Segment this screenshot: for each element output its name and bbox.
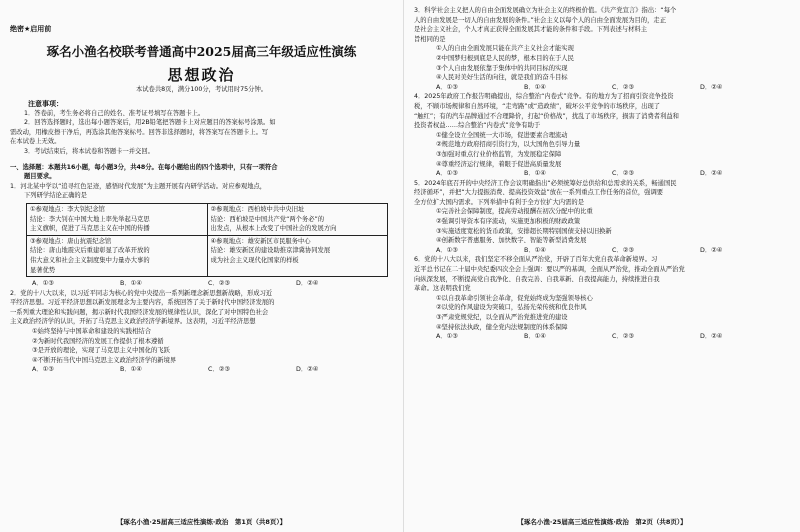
q6-choice: ④坚持依法执政，健全党内法规制度的体系保障	[436, 323, 568, 331]
q4-stem: “触红”；有的汽车品牌通过不合理降价，打起“价格战”，扰乱了市场秩序，损害了消费者利益和	[414, 112, 679, 120]
notice-line: 2．回答选择题时，选出每小题答案后，用2B铅笔把答题卡上对应题目的答案标号涂黑。如	[24, 119, 276, 127]
option-a[interactable]: A．①③	[32, 366, 54, 374]
q6-stem: 6．党的十八大以来，我们坚定不移全面从严治党，开辟了百年大党自我革命新境界。习	[414, 256, 658, 264]
option-c[interactable]: C．②③	[612, 246, 634, 254]
cell-line: 结论：唐山地震灾后重建彰显了改革开放的	[30, 247, 150, 255]
option-c[interactable]: C．②③	[612, 83, 634, 91]
q2-choice: ③是开放的理论，实现了马克思主义中国化的飞跃	[32, 347, 170, 355]
section-heading: 一、选择题：本题共16小题，每小题3分，共48分。在每小题给出的四个选项中，只有一项符合	[10, 163, 278, 171]
q5-choice: ③实施适度宽松的货币政策，安排超长期特别国债支持以旧换新	[436, 227, 612, 235]
q3-choice: ①人的自由全面发展只能在共产主义社会才能实现	[436, 45, 574, 53]
option-d[interactable]: D．②④	[700, 170, 723, 178]
option-a[interactable]: A．①③	[32, 280, 54, 288]
section-heading-cont: 题目要求。	[24, 173, 56, 181]
cell-line: ④参观地点：雄安新区市民服务中心	[210, 237, 311, 245]
cell-line: 成为社会主义现代化国家的样板	[210, 256, 299, 264]
option-c[interactable]: C．②③	[208, 280, 230, 288]
notice-line: 在本试卷上无效。	[10, 138, 61, 146]
q3-choice: ④人民对美好生活的向往，就是我们的奋斗目标	[436, 74, 568, 82]
q1-stem: 下列研学结论正确的是	[24, 192, 87, 200]
option-c[interactable]: C．②③	[208, 366, 230, 374]
q2-choice: ①始终坚持与中国革命和建设的实践相结合	[32, 328, 151, 336]
table-cell	[207, 204, 388, 235]
q4-choice: ③加强对重点行业价格监管，为发展稳定保障	[436, 150, 562, 158]
option-b[interactable]: B．①④	[524, 246, 546, 254]
page-footer: 【琢名小渔·25届高三适应性演练·政治 第2页（共8页）】	[517, 518, 687, 526]
q4-stem: 4．2025年政府工作报告明确提出，综合整治“内卷式”竞争。有的地方为了招商引资竞争投资	[414, 93, 674, 101]
option-d[interactable]: D．②④	[296, 366, 319, 374]
q4-stem: 投资者权益……综合整治“内卷式”竞争有助于	[414, 122, 541, 130]
table-cell	[27, 204, 207, 235]
q2-stem: 平经济思想。习近平经济思想以新发展理念为主要内容，系统回答了关于新时代中国经济发展的	[10, 299, 275, 307]
q3-stem: 人的自由发展是一切人的自由发展的条件。”社会主义以每个人的自由全面发展为目的，走正	[414, 16, 666, 24]
q2-stem: 一系列重大理论和实践问题，揭示新时代我国经济发展的规律性认识，深化了对中国特色社会	[10, 308, 269, 316]
q3-choice: ③个人自由发展依靠于集体中的共同目标的实现	[436, 64, 568, 72]
q4-stem: 税，不顾市场规律和自然环境，“走弯路”或“造政绩”，破坏公平竞争的市场秩序，出现了	[414, 102, 661, 110]
q3-options	[414, 83, 790, 93]
option-b[interactable]: B．①④	[524, 333, 546, 341]
option-d[interactable]: D．②④	[700, 246, 723, 254]
q5-stem: 全方位扩大国内需求。下列举措中有利于全方位扩大内需的是	[414, 198, 585, 206]
option-d[interactable]: D．②④	[296, 280, 319, 288]
q6-choice: ①以自我革命引领社会革命，促党始终成为坚强领导核心	[436, 294, 593, 302]
cell-line: 结论：西柏坡是中国共产党“两个务必”的	[210, 215, 325, 223]
q2-choice: ④不断开拓当代中国马克思主义政治经济学的新境界	[32, 356, 177, 364]
cell-line: 出发点，从根本上改变了中国社会的发展方向	[210, 225, 337, 233]
q3-stem: 旨相同的是	[414, 35, 446, 43]
q6-options	[414, 332, 790, 342]
subject-title: 思想政治	[167, 66, 236, 84]
cell-line: 结论：李大钊在中国大地上率先举起马克思	[30, 215, 150, 223]
notice-line: 1．答卷前，考生务必将自己的姓名、准考证号填写在答题卡上。	[24, 109, 205, 117]
cell-line: 结论：雄安新区的建设助推京津冀协同发展	[210, 247, 331, 255]
q2-stem: 2．党的十八大以来，以习近平同志为核心的党中央提出一系列新理念新思想新战略，形成习近	[10, 289, 273, 297]
cell-line: 显著优势	[30, 266, 56, 274]
option-a[interactable]: A．①③	[436, 170, 458, 178]
cell-line: ①参观地点：李大钊纪念馆	[30, 205, 105, 213]
page-footer: 【琢名小渔·25届高三适应性演练·政治 第1页（共8页）】	[116, 518, 287, 526]
option-a[interactable]: A．①③	[436, 246, 458, 254]
option-c[interactable]: C．②③	[612, 170, 634, 178]
q6-choice: ②以党的作风建设为突破口，弘扬光荣传统和优良作风	[436, 304, 587, 312]
q6-stem: 近平总书记在二十届中央纪委四次全会上强调：要以严的基调，全面从严治党，推动全面从严治党	[414, 266, 685, 274]
q3-stem: 3．科学社会主义把人的自由全面发展确立为社会主义的终极价值。《共产党宣言》指出：“每个	[414, 7, 677, 14]
cell-line: 伟大意义和社会主义制度集中力量办大事的	[30, 256, 150, 264]
table-row	[27, 235, 387, 276]
q1-stem: 1．河北某中学以“追寻红色足迹，感悟时代发展”为主题开展有内研学活动。对应参观地点，	[10, 182, 267, 190]
q5-choice: ①完善社会保障制度，提高劳动报酬在初次分配中的比重	[436, 208, 593, 216]
notice-line: 3．考试结束后，将本试卷和答题卡一并交回。	[24, 147, 154, 155]
cell-line: ②参观地点：西柏坡中共中央旧址	[210, 205, 305, 213]
q1-research-table	[26, 203, 388, 277]
q4-choice: ④尊重经济运行规律，着眼于促进高质量发展	[436, 160, 562, 168]
q5-stem: 5．2024年底召开的中央经济工作会议明确指出“必须统筹好总供给和总需求的关系，畅通国民	[414, 179, 677, 187]
option-b[interactable]: B．①④	[524, 170, 546, 178]
q5-options	[414, 246, 790, 256]
table-cell	[207, 236, 388, 276]
cell-line: ③参观地点：唐山抗震纪念馆	[30, 237, 112, 245]
q5-stem: 经济循环”，并把“大力提振消费、提高投资效益”放在一系列重点工作任务的首位，强调要	[414, 189, 664, 197]
table-cell	[27, 236, 207, 276]
q5-choice: ②强调引导资本有序流动，实施更加积极的财政政策	[436, 218, 581, 226]
q4-choice: ①健全设立全国统一大市场，促进要素合理流动	[436, 131, 568, 139]
option-d[interactable]: D．②④	[700, 83, 723, 91]
secret-label: 绝密★启用前	[10, 25, 52, 33]
option-b[interactable]: B．①④	[120, 280, 142, 288]
exam-meta: 本试卷共8页，满分100分，考试用时75分钟。	[135, 86, 268, 93]
q5-choice: ④创新数字普惠服务、加快数字、智能等新型消费发展	[436, 237, 587, 245]
option-d[interactable]: D．②④	[700, 333, 723, 341]
notice-heading: 注意事项：	[28, 99, 63, 108]
q2-options	[10, 365, 393, 375]
cell-line: 主义旗帜，促进了马克思主义在中国的传播	[30, 225, 150, 233]
q6-choice: ③严肃党规党纪，以全面从严治党推进党的建设	[436, 314, 568, 321]
q3-choice: ②中国梦归根到底是人民的梦，根本目的在于人民	[436, 54, 574, 62]
q6-stem: 向纵深发展，不断提高党自我净化、自我完善、自我革新、自我提高能力，持续推进自我	[414, 275, 660, 283]
option-b[interactable]: B．①④	[524, 83, 546, 91]
q4-choice: ②规范地方政府招商引资行为，以大国角色引导力量	[436, 141, 581, 149]
q4-options	[414, 169, 790, 179]
q6-stem: 革命。这表明我们党	[414, 285, 471, 293]
option-a[interactable]: A．①③	[436, 83, 458, 91]
q1-options	[10, 279, 393, 289]
exam-title: 琢名小渔名校联考普通高中2025届高三年级适应性演练	[46, 44, 357, 59]
option-b[interactable]: B．①④	[120, 366, 142, 374]
notice-line: 需改动，用橡皮擦干净后，再选涂其他答案标号。回答非选择题时，将答案写在答题卡上。写	[10, 128, 269, 136]
q2-choice: ②为新时代我国经济的发展工作提供了根本遵循	[32, 337, 164, 345]
option-c[interactable]: C．②③	[612, 333, 634, 341]
q2-stem: 主义政治经济学的认识，开拓了马克思主义政治经济学新境界。这表明，习近平经济思想	[10, 318, 256, 326]
option-a[interactable]: A．①③	[436, 333, 458, 341]
page-2	[404, 0, 800, 532]
q3-stem: 是社会主义社会，个人才真正获得全面发展其才能的条件和手段。下列表述与材料主	[414, 26, 647, 34]
table-row	[27, 204, 387, 235]
